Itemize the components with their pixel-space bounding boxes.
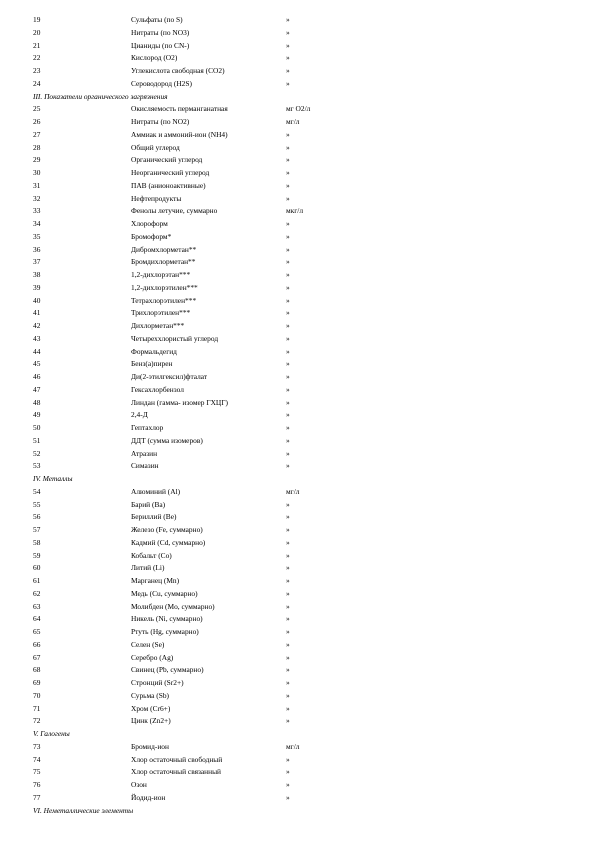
indicator-name: Атразин: [131, 448, 158, 458]
unit-value: »: [286, 639, 290, 649]
row-number: 27: [33, 129, 41, 139]
table-row: [0, 142, 595, 155]
indicator-name: Сероводород (H2S): [131, 78, 192, 88]
table-row: [0, 346, 595, 359]
table-row: [0, 244, 595, 257]
indicator-name: Гексахлорбензол: [131, 384, 184, 394]
indicator-name: Линдан (гамма- изомер ГХЦГ): [131, 397, 228, 407]
table-row: [0, 295, 595, 308]
indicator-name: Сурьма (Sb): [131, 690, 169, 700]
indicator-name: Хром (Cr6+): [131, 703, 171, 713]
indicator-name: Бериллий (Be): [131, 512, 177, 522]
unit-value: »: [286, 780, 290, 789]
table-row: [0, 116, 595, 129]
unit-value: »: [286, 270, 290, 279]
indicator-name: Сульфаты (по S): [131, 15, 183, 24]
indicator-name: Органический углерод: [131, 155, 203, 165]
row-number: 75: [33, 767, 41, 777]
table-row: [0, 269, 595, 282]
indicator-name: Формальдегид: [131, 346, 177, 356]
row-number: 64: [33, 614, 41, 624]
indicator-name: Железо (Fe, суммарно): [131, 525, 203, 534]
unit-value: »: [286, 333, 290, 343]
row-number: 73: [33, 741, 41, 751]
unit-value: »: [286, 359, 290, 369]
table-row: [0, 652, 595, 665]
row-number: 24: [33, 78, 41, 88]
unit-value: »: [286, 601, 290, 611]
row-number: 52: [33, 448, 41, 458]
row-number: 28: [33, 142, 41, 152]
indicator-name: Фенолы летучие, суммарно: [131, 206, 218, 216]
indicator-name: Алюминий (Al): [131, 486, 181, 496]
indicator-name: Барий (Ba): [131, 499, 166, 509]
table-row: [0, 626, 595, 639]
row-number: 60: [33, 563, 41, 573]
indicator-name: Никель (Ni, суммарно): [131, 614, 203, 624]
row-number: 42: [33, 321, 41, 330]
indicator-name: Четыреххлористый углерод: [131, 333, 219, 343]
indicator-name: Дихлорметан***: [131, 321, 185, 330]
indicator-name: Озон: [131, 780, 147, 789]
unit-value: мг/л: [286, 741, 300, 751]
table-row: [0, 40, 595, 53]
indicator-name: 2,4-Д: [131, 410, 148, 420]
table-row: [0, 664, 595, 677]
row-number: 31: [33, 180, 41, 190]
unit-value: »: [286, 435, 290, 445]
indicator-name: Молибден (Mo, суммарно): [131, 601, 215, 611]
row-number: 65: [33, 627, 41, 636]
unit-value: »: [286, 754, 290, 764]
unit-value: »: [286, 690, 290, 700]
unit-value: мкг/л: [286, 206, 304, 216]
row-number: 40: [33, 295, 41, 305]
unit-value: »: [286, 652, 290, 662]
table-row: [0, 435, 595, 448]
unit-value: »: [286, 614, 290, 624]
table-row: [0, 231, 595, 244]
section-heading: V. Галогены: [33, 729, 70, 738]
row-number: 77: [33, 792, 41, 802]
table-row: [0, 575, 595, 588]
row-number: 44: [33, 346, 41, 356]
table-row: [0, 766, 595, 779]
unit-value: »: [286, 219, 290, 228]
table-row: [0, 282, 595, 295]
unit-value: »: [286, 244, 290, 254]
unit-value: »: [286, 563, 290, 573]
row-number: 67: [33, 652, 41, 662]
unit-value: »: [286, 193, 290, 203]
indicator-name: Трихлорэтилен***: [131, 308, 191, 318]
row-number: 39: [33, 282, 41, 292]
indicator-name: Хлор остаточный связанный: [131, 767, 222, 777]
table-row: [0, 779, 595, 792]
row-number: 51: [33, 435, 41, 445]
unit-value: »: [286, 767, 290, 777]
row-number: 21: [33, 40, 41, 50]
row-number: 66: [33, 639, 41, 649]
row-number: 30: [33, 168, 41, 177]
indicator-name: Симазин: [131, 461, 159, 471]
unit-value: мг/л: [286, 486, 300, 496]
row-number: 20: [33, 27, 41, 37]
indicator-name: Свинец (Pb, суммарно): [131, 665, 204, 675]
unit-value: »: [286, 588, 290, 598]
table-row: [0, 486, 595, 499]
row-number: 57: [33, 525, 41, 534]
indicator-name: ПАВ (анионоактивные): [131, 180, 206, 190]
indicator-name: Бромоформ*: [131, 231, 172, 241]
indicator-name: Углекислота свободная (CO2): [131, 66, 225, 75]
row-number: 63: [33, 601, 41, 611]
indicator-name: 1,2-дихлорэтан***: [131, 270, 191, 279]
unit-value: »: [286, 410, 290, 420]
unit-value: »: [286, 665, 290, 675]
indicator-name: Марганец (Mn): [131, 576, 180, 585]
table-row: [0, 690, 595, 703]
indicator-name: Окисляемость перманганатная: [131, 104, 228, 114]
indicator-name: Литий (Li): [131, 563, 165, 573]
unit-value: мг/л: [286, 117, 300, 126]
table-row: [0, 193, 595, 206]
unit-value: »: [286, 716, 290, 726]
unit-value: »: [286, 525, 290, 534]
row-number: 61: [33, 576, 41, 585]
table-row: [0, 180, 595, 193]
table-row: [0, 256, 595, 269]
row-number: 49: [33, 410, 41, 420]
indicator-name: Бенз(а)пирен: [131, 359, 173, 369]
indicator-name: Гептахлор: [131, 423, 164, 432]
table-row: [0, 384, 595, 397]
unit-value: »: [286, 78, 290, 88]
unit-value: »: [286, 168, 290, 177]
row-number: 46: [33, 372, 41, 381]
row-number: 37: [33, 257, 41, 267]
row-number: 56: [33, 512, 41, 522]
table-row: [0, 562, 595, 575]
unit-value: »: [286, 40, 290, 50]
row-number: 74: [33, 754, 41, 764]
table-row: [0, 499, 595, 512]
unit-value: »: [286, 27, 290, 37]
indicator-name: Тетрахлорэтилен***: [131, 295, 197, 305]
indicator-name: Общий углерод: [131, 142, 180, 152]
row-number: 71: [33, 703, 41, 713]
indicator-name: Хлороформ: [131, 219, 168, 228]
unit-value: »: [286, 15, 290, 24]
table-row: [0, 65, 595, 78]
table-row: [0, 397, 595, 410]
indicator-name: Ди(2-этилгексил)фталат: [131, 372, 208, 381]
table-row: [0, 320, 595, 333]
row-number: 33: [33, 206, 41, 216]
indicator-name: Цианиды (по CN-): [131, 40, 190, 50]
row-number: 36: [33, 244, 41, 254]
unit-value: »: [286, 627, 290, 636]
unit-value: »: [286, 397, 290, 407]
table-row: [0, 409, 595, 422]
indicator-name: Стронций (Sr2+): [131, 678, 184, 687]
row-number: 23: [33, 66, 41, 75]
row-number: 48: [33, 397, 41, 407]
indicator-name: Кадмий (Cd, суммарно): [131, 537, 206, 547]
section-heading: VI. Неметаллические элементы: [33, 805, 134, 815]
indicator-name: Бромдихлорметан**: [131, 257, 196, 267]
indicator-name: Нитраты (по NO3): [131, 27, 190, 37]
unit-value: »: [286, 257, 290, 267]
indicator-table: [0, 14, 595, 817]
table-row: [0, 205, 595, 218]
indicator-name: Медь (Cu, суммарно): [131, 588, 198, 598]
table-row: [0, 524, 595, 537]
table-row: [0, 129, 595, 142]
table-row: [0, 792, 595, 805]
unit-value: »: [286, 792, 290, 802]
unit-value: »: [286, 282, 290, 292]
unit-value: »: [286, 372, 290, 381]
unit-value: »: [286, 499, 290, 509]
row-number: 32: [33, 193, 41, 203]
table-row: [0, 677, 595, 690]
unit-value: »: [286, 461, 290, 471]
indicator-name: Нефтепродукты: [131, 193, 182, 203]
row-number: 29: [33, 155, 41, 165]
row-number: 69: [33, 678, 41, 687]
table-row: [0, 422, 595, 435]
table-row: [0, 741, 595, 754]
table-row: [0, 218, 595, 231]
table-row: [0, 14, 595, 27]
indicator-name: Хлор остаточный свободный: [131, 754, 223, 764]
table-row: [0, 511, 595, 524]
row-number: 25: [33, 104, 41, 114]
table-row: [0, 358, 595, 371]
unit-value: »: [286, 448, 290, 458]
row-number: 50: [33, 423, 41, 432]
unit-value: »: [286, 512, 290, 522]
row-number: 38: [33, 270, 41, 279]
table-row: [0, 78, 595, 91]
row-number: 59: [33, 550, 41, 560]
row-number: 19: [33, 15, 41, 24]
table-row: [0, 448, 595, 461]
table-row: [0, 52, 595, 65]
row-number: 47: [33, 384, 41, 394]
indicator-name: Серебро (Ag): [131, 652, 174, 662]
unit-value: »: [286, 703, 290, 713]
table-row: [0, 550, 595, 563]
unit-value: »: [286, 678, 290, 687]
row-number: 45: [33, 359, 41, 369]
unit-value: мг O2/л: [286, 104, 311, 114]
indicator-name: ДДТ (сумма изомеров): [131, 435, 203, 445]
row-number: 58: [33, 537, 41, 547]
row-number: 76: [33, 780, 41, 789]
unit-value: »: [286, 66, 290, 75]
unit-value: »: [286, 346, 290, 356]
row-number: 68: [33, 665, 41, 675]
unit-value: »: [286, 537, 290, 547]
unit-value: »: [286, 308, 290, 318]
table-row: [0, 588, 595, 601]
unit-value: »: [286, 142, 290, 152]
indicator-name: Йодид-ион: [131, 792, 166, 802]
table-row: [0, 371, 595, 384]
table-row: [0, 754, 595, 767]
table-row: [0, 167, 595, 180]
row-number: 41: [33, 308, 41, 318]
indicator-name: Нитраты (по NO2): [131, 117, 190, 126]
section-heading: III. Показатели органического загрязнения: [33, 91, 168, 101]
table-row: [0, 103, 595, 116]
table-row: [0, 537, 595, 550]
section-heading: IV. Металлы: [33, 474, 73, 483]
unit-value: »: [286, 550, 290, 560]
row-number: 54: [33, 486, 41, 496]
unit-value: »: [286, 576, 290, 585]
unit-value: »: [286, 53, 290, 63]
unit-value: »: [286, 295, 290, 305]
unit-value: »: [286, 231, 290, 241]
unit-value: »: [286, 129, 290, 139]
row-number: 62: [33, 588, 41, 598]
table-row: [0, 715, 595, 728]
row-number: 43: [33, 333, 41, 343]
row-number: 22: [33, 53, 41, 63]
indicator-name: Кислород (O2): [131, 53, 178, 63]
table-row: [0, 639, 595, 652]
unit-value: »: [286, 180, 290, 190]
row-number: 26: [33, 117, 41, 126]
table-row: [0, 460, 595, 473]
indicator-name: Аммиак и аммоний-ион (NH4): [131, 129, 228, 139]
row-number: 55: [33, 499, 41, 509]
table-row: [0, 27, 595, 40]
indicator-name: Кобальт (Co): [131, 550, 172, 560]
unit-value: »: [286, 423, 290, 432]
indicator-name: Селен (Se): [131, 639, 165, 649]
indicator-name: Дибромхлорметан**: [131, 244, 197, 254]
table-row: [0, 601, 595, 614]
table-row: [0, 703, 595, 716]
row-number: 34: [33, 219, 41, 228]
table-row: [0, 333, 595, 346]
table-row: [0, 154, 595, 167]
row-number: 70: [33, 690, 41, 700]
row-number: 53: [33, 461, 41, 471]
row-number: 35: [33, 231, 41, 241]
indicator-name: Ртуть (Hg, суммарно): [131, 627, 199, 636]
table-row: [0, 613, 595, 626]
row-number: 72: [33, 716, 41, 726]
indicator-name: Бромид-ион: [131, 741, 169, 751]
indicator-name: Цинк (Zn2+): [131, 716, 171, 726]
indicator-name: 1,2-дихлорэтилен***: [131, 282, 198, 292]
table-row: [0, 307, 595, 320]
unit-value: »: [286, 321, 290, 330]
unit-value: »: [286, 384, 290, 394]
indicator-name: Неорганический углерод: [131, 168, 210, 177]
unit-value: »: [286, 155, 290, 165]
